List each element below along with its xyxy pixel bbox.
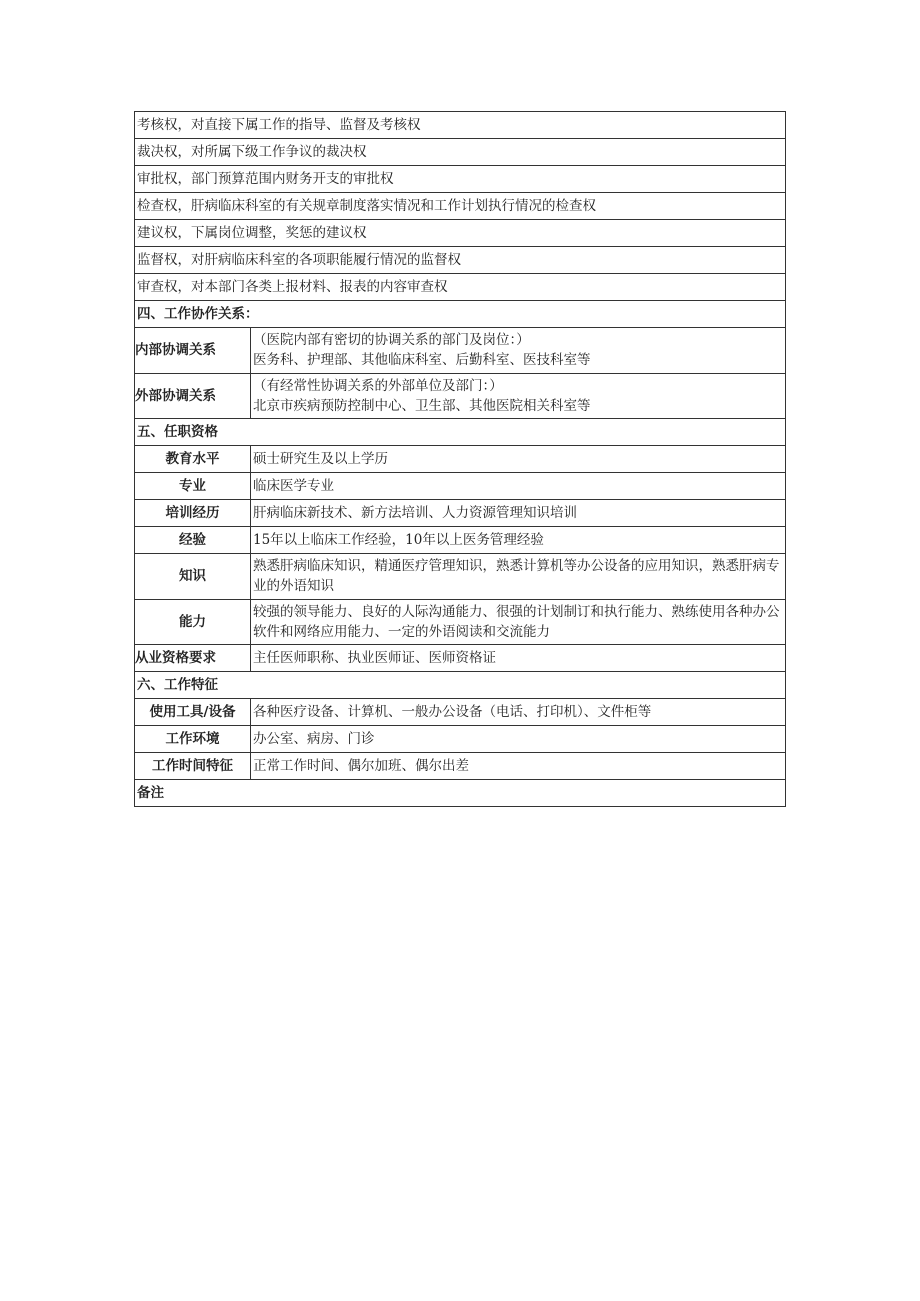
authority-row	[135, 247, 786, 274]
qualification-row-major	[135, 473, 786, 500]
training-value: 肝病临床新技术、新方法培训、人力资源管理知识培训	[251, 500, 786, 527]
characteristic-row-tools	[135, 699, 786, 726]
experience-label: 经验	[135, 527, 251, 554]
section-title-characteristics: 六、工作特征	[135, 672, 786, 699]
characteristic-row-environment	[135, 726, 786, 753]
major-value: 临床医学专业	[251, 473, 786, 500]
internal-coordination-note: （医院内部有密切的协调关系的部门及岗位：）	[253, 332, 530, 348]
authority-row	[135, 193, 786, 220]
section-header-row	[135, 419, 786, 446]
knowledge-value: 熟悉肝病临床知识，精通医疗管理知识，熟悉计算机等办公设备的应用知识，熟悉肝病专业的外语知识	[251, 554, 786, 600]
authority-text: 建议权，下属岗位调整，奖惩的建议权	[135, 220, 786, 247]
experience-value: 15年以上临床工作经验，10年以上医务管理经验	[251, 527, 786, 554]
internal-coordination-list: 医务科、护理部、其他临床科室、后勤科室、医技科室等	[253, 352, 591, 369]
qualification-row-knowledge	[135, 554, 786, 600]
section-title-cooperation: 四、工作协作关系：	[135, 301, 786, 328]
job-description-table	[134, 111, 786, 807]
section-header-row	[135, 672, 786, 699]
authority-row	[135, 274, 786, 301]
authority-row	[135, 139, 786, 166]
ability-value: 较强的领导能力、良好的人际沟通能力、很强的计划制订和执行能力、熟练使用各种办公软件和网络应用能力、一定的外语阅读和交流能力	[251, 599, 786, 645]
authority-text: 考核权，对直接下属工作的指导、监督及考核权	[135, 112, 786, 139]
characteristic-row-work-time	[135, 753, 786, 780]
remarks-label: 备注	[135, 780, 786, 807]
authority-row	[135, 220, 786, 247]
internal-coordination-row	[135, 328, 786, 374]
qualification-row-training	[135, 500, 786, 527]
external-coordination-value	[251, 373, 786, 419]
external-coordination-list: 北京市疾病预防控制中心、卫生部、其他医院相关科室等	[253, 397, 591, 414]
authority-text: 裁决权，对所属下级工作争议的裁决权	[135, 139, 786, 166]
qualification-row-education	[135, 446, 786, 473]
authority-row	[135, 166, 786, 193]
qualification-row-experience	[135, 527, 786, 554]
internal-coordination-value	[251, 328, 786, 374]
authority-text: 审批权，部门预算范围内财务开支的审批权	[135, 166, 786, 193]
qualification-row-ability	[135, 599, 786, 645]
tools-label: 使用工具/设备	[135, 699, 251, 726]
internal-coordination-label: 内部协调关系	[135, 328, 251, 374]
work-time-label: 工作时间特征	[135, 753, 251, 780]
authority-text: 检查权，肝病临床科室的有关规章制度落实情况和工作计划执行情况的检查权	[135, 193, 786, 220]
major-label: 专业	[135, 473, 251, 500]
qualification-row-certification	[135, 645, 786, 672]
training-label: 培训经历	[135, 500, 251, 527]
environment-value: 办公室、病房、门诊	[251, 726, 786, 753]
remarks-row	[135, 780, 786, 807]
work-time-value: 正常工作时间、偶尔加班、偶尔出差	[251, 753, 786, 780]
certification-value: 主任医师职称、执业医师证、医师资格证	[251, 645, 786, 672]
environment-label: 工作环境	[135, 726, 251, 753]
education-value: 硕士研究生及以上学历	[251, 446, 786, 473]
ability-label: 能力	[135, 599, 251, 645]
external-coordination-label: 外部协调关系	[135, 373, 251, 419]
section-header-row	[135, 301, 786, 328]
section-title-qualifications: 五、任职资格	[135, 419, 786, 446]
authority-text: 监督权，对肝病临床科室的各项职能履行情况的监督权	[135, 247, 786, 274]
authority-text: 审查权，对本部门各类上报材料、报表的内容审查权	[135, 274, 786, 301]
education-label: 教育水平	[135, 446, 251, 473]
knowledge-label: 知识	[135, 554, 251, 600]
external-coordination-row	[135, 373, 786, 419]
external-coordination-note: （有经常性协调关系的外部单位及部门：）	[253, 377, 503, 394]
certification-label: 从业资格要求	[135, 645, 251, 672]
authority-row	[135, 112, 786, 139]
tools-value: 各种医疗设备、计算机、一般办公设备（电话、打印机）、文件柜等	[251, 699, 786, 726]
